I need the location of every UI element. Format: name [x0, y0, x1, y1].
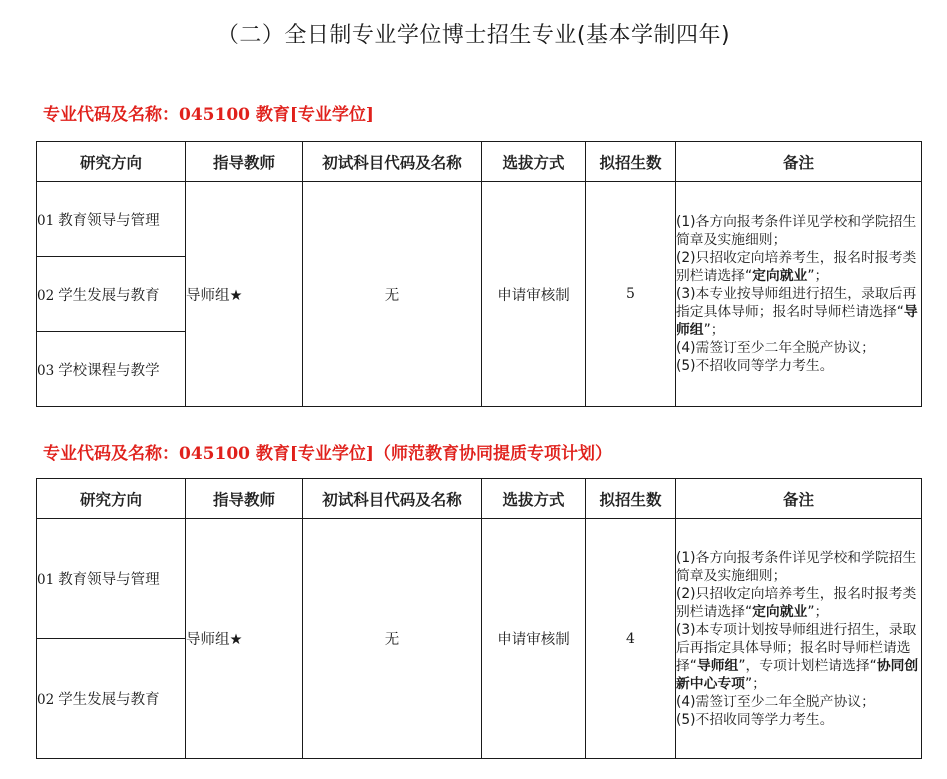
- note-2: (2)只招收定向培养考生，报名时报考类别栏请选择“定向就业”；: [676, 585, 917, 620]
- header-notes: 备注: [676, 142, 922, 182]
- section-label-2: 专业代码及名称：045100 教育[专业学位]（师范教育协同提质专项计划）: [43, 444, 612, 464]
- note-5: (5)不招收同等学力考生。: [676, 358, 834, 374]
- selection-cell: 申请审核制: [482, 519, 586, 759]
- table-header-row: [37, 479, 922, 519]
- header-selection: 选拔方式: [482, 479, 586, 519]
- tutor-cell: 导师组★: [186, 519, 303, 759]
- table-row: [37, 519, 922, 639]
- header-exam: 初试科目代码及名称: [303, 142, 482, 182]
- page-title: （二）全日制专业学位博士招生专业(基本学制四年): [216, 23, 731, 48]
- header-tutor: 指导教师: [186, 142, 303, 182]
- direction-cell: 02 学生发展与教育: [37, 257, 186, 332]
- note-4: (4)需签订至少二年全脱产协议；: [676, 693, 875, 710]
- table-row: [37, 182, 922, 257]
- note-3: (3)本专业按导师组进行招生，录取后再指定具体导师；报名时导师栏请选择“导师组”；: [676, 286, 918, 338]
- notes-cell: [676, 182, 922, 407]
- direction-cell: 01 教育领导与管理: [37, 519, 186, 639]
- header-tutor: 指导教师: [186, 479, 303, 519]
- direction-cell: 01 教育领导与管理: [37, 182, 186, 257]
- header-selection: 选拔方式: [482, 142, 586, 182]
- header-count: 拟招生数: [586, 142, 676, 182]
- header-exam: 初试科目代码及名称: [303, 479, 482, 519]
- header-direction: 研究方向: [37, 479, 186, 519]
- section-label-1: 专业代码及名称：045100 教育[专业学位]: [43, 105, 374, 125]
- notes-cell: [676, 519, 922, 759]
- table-header-row: [37, 142, 922, 182]
- direction-cell: 02 学生发展与教育: [37, 639, 186, 759]
- note-2: (2)只招收定向培养考生，报名时报考类别栏请选择“定向就业”；: [676, 250, 917, 284]
- note-5: (5)不招收同等学力考生。: [676, 711, 834, 728]
- tutor-cell: 导师组★: [186, 182, 303, 407]
- selection-cell: 申请审核制: [482, 182, 586, 407]
- admission-table-2: [36, 478, 922, 759]
- header-notes: 备注: [676, 479, 922, 519]
- note-1: (1)各方向报考条件详见学校和学院招生简章及实施细则；: [676, 549, 917, 584]
- direction-cell: 03 学校课程与教学: [37, 332, 186, 407]
- exam-cell: 无: [303, 519, 482, 759]
- note-3: (3)本专项计划按导师组进行招生，录取后再指定具体导师；报名时导师栏请选择“导师组”，专项计划栏请选择“协同创新中心专项”；: [676, 621, 919, 692]
- count-cell: 4: [586, 519, 676, 759]
- header-direction: 研究方向: [37, 142, 186, 182]
- exam-cell: 无: [303, 182, 482, 407]
- count-cell: 5: [586, 182, 676, 407]
- admission-table-1: [36, 141, 922, 407]
- header-count: 拟招生数: [586, 479, 676, 519]
- note-1: (1)各方向报考条件详见学校和学院招生简章及实施细则；: [676, 214, 917, 248]
- note-4: (4)需签订至少二年全脱产协议；: [676, 340, 875, 356]
